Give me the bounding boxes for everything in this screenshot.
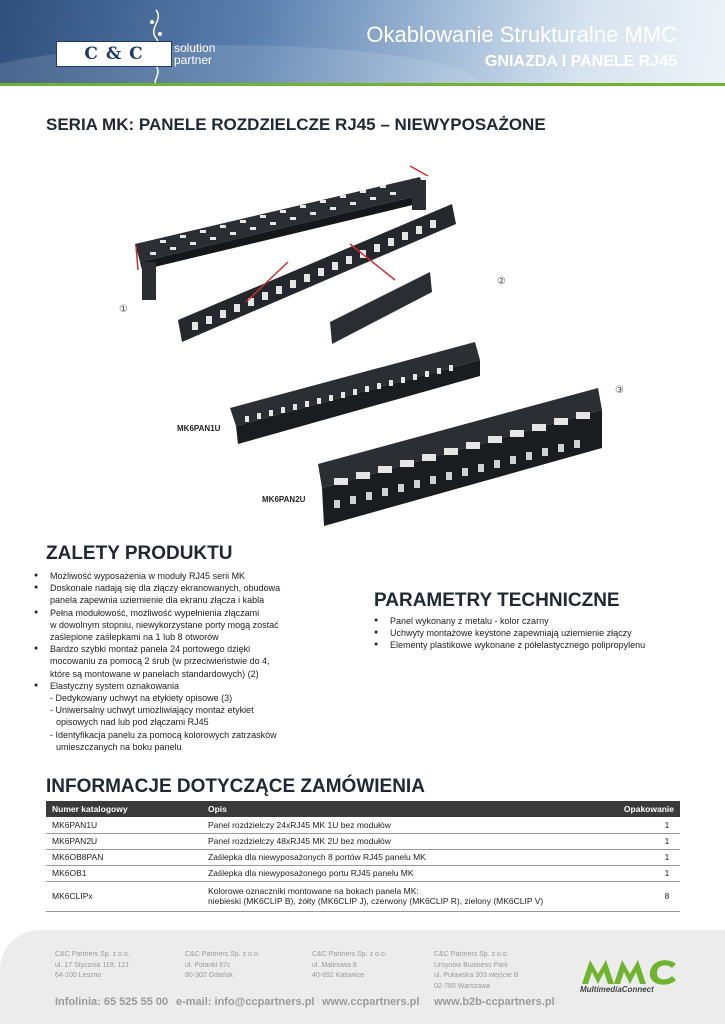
table-row [46, 865, 680, 881]
list-item: ● Uchwyty montażowe keystone zapewniają uziemienie złączy [374, 627, 694, 639]
series-title: SERIA MK: PANELE ROZDZIELCZE RJ45 – NIEWYPOSAŻONE [46, 115, 546, 134]
table-row [46, 817, 680, 833]
header-subtitle: GNIAZDA I PANELE RJ45 [484, 53, 677, 70]
list-item: które są montowane w panelach standardowych) (2) [50, 668, 259, 679]
header-green-line [0, 83, 725, 86]
page-footer [0, 930, 725, 1024]
cell-desc: Zaślepka dla niewyposażonych 8 portów RJ45 panelu MK [202, 849, 590, 865]
cell-desc: Panel rozdzielczy 24xRJ45 MK 1U bez modułów [202, 817, 590, 833]
office-line: ul. 17 Stycznia 119, 121 [55, 961, 130, 969]
cell-code: MK6PAN1U [46, 817, 202, 833]
office-line: ul. Puławska 303 wejście B [434, 972, 519, 979]
page-header [0, 0, 725, 86]
order-title: INFORMACJE DOTYCZĄCE ZAMÓWIENIA [46, 776, 425, 797]
footer-hotline: Infolinia: 65 525 55 00 [55, 996, 169, 1008]
office-gdansk [185, 950, 260, 982]
cell-pack: 1 [590, 865, 680, 881]
office-line: 02-785 Warszawa [434, 982, 491, 990]
office-line: C&C Partners Sp. z o.o. [434, 951, 509, 958]
list-item: ● Elastyczny system oznakowania [34, 680, 334, 692]
list-item: ● Elementy plastikowe wykonane z półelastycznego polipropylenu [374, 639, 694, 651]
mmc-subtitle: MultimediaConnect [580, 985, 654, 994]
table-row [46, 849, 680, 865]
solution-partner-label [174, 42, 215, 66]
list-item: - Uniwersalny uchwyt umożliwiający montaż etykiet [50, 705, 254, 716]
col-pack-header: Opakowanie [590, 801, 680, 817]
caption-mk6pan1u: MK6PAN1U [177, 424, 221, 433]
col-code-header: Numer katalogowy [46, 801, 202, 817]
list-item: ● Panel wykonany z metalu - kolor czarny [374, 615, 694, 627]
header-title: Okablowanie Strukturalne MMC [366, 22, 677, 47]
logo-text: C & C [84, 44, 144, 64]
partner-text: partner [174, 53, 213, 67]
cell-pack: 1 [590, 849, 680, 865]
cell-code: MK6PAN2U [46, 833, 202, 849]
office-line: C&C Partners Sp. z o.o. [312, 951, 387, 958]
cell-pack: 1 [590, 833, 680, 849]
office-leszno [55, 950, 130, 982]
list-item: ● Pełna modułowość, możliwość wypełnienia złączami [34, 607, 334, 619]
marker-1: ① [119, 304, 128, 315]
footer-b2b-link[interactable]: www.b2b-ccpartners.pl [434, 996, 555, 1008]
list-item: ● Bardzo szybki montaż panela 24 portowego dzięki [34, 643, 334, 655]
office-line: C&C Partners Sp. z o.o. [55, 951, 130, 958]
svg-text:MMC: MMC [630, 982, 633, 983]
marker-3: ③ [615, 385, 624, 396]
office-line: Ursynów Business Park [434, 961, 508, 969]
cell-code: MK6OB8PAN [46, 849, 202, 865]
cell-desc: Zaślepka dla niewyposażonego portu RJ45 panelu MK [202, 865, 590, 881]
params-title: PARAMETRY TECHNICZNE [374, 590, 620, 611]
office-katowice [312, 950, 387, 982]
office-line: ul. Malinowa 8 [312, 961, 357, 969]
list-item: umieszczanych na boku panelu [56, 741, 182, 752]
cell-desc-line1: Kolorowe oznaczniki montowane na bokach panela MK: [208, 886, 419, 896]
table-row [46, 833, 680, 849]
solution-text: solution [174, 41, 216, 55]
office-warszawa [434, 950, 518, 992]
office-line: 40-692 Katowice [312, 972, 365, 979]
cell-code: MK6CLIPx [46, 881, 202, 911]
advantages-list [34, 570, 334, 753]
blank-plate-illustration [330, 272, 432, 344]
marker-2: ② [497, 276, 506, 287]
mmc-logo [580, 952, 680, 1002]
list-item: - Dedykowany uchwyt na etykiety opisowe (3) [50, 693, 233, 704]
col-desc-header: Opis [202, 801, 590, 817]
list-item: ● Możliwość wyposażenia w moduły RJ45 serii MK [34, 570, 334, 582]
product-photo [120, 162, 640, 540]
list-item: mocowaniu za pomocą 2 śrub (w przeciwieństwie do 4, [50, 656, 270, 667]
list-item: ● Doskonale nadają się dla złączy ekranowanych, obudowa [34, 582, 334, 594]
office-line: ul. Polanki 67c [185, 961, 231, 969]
list-item: zaślepione zaślepkami na 1 lub 8 otworów [50, 632, 219, 643]
list-item: opisowych nad lub pod złączami RJ45 [56, 717, 209, 728]
footer-website-link[interactable]: www.ccpartners.pl [322, 996, 420, 1008]
list-item: w dowolnym stopniu, niewykorzystane porty mogą zostać [50, 619, 279, 630]
office-line: 80-302 Gdańsk [185, 972, 233, 979]
cell-code: MK6OB1 [46, 865, 202, 881]
table-row [46, 881, 680, 911]
cell-pack: 1 [590, 817, 680, 833]
list-item: panela zapewnia uziemienie dla ekranu złącza i kabla [50, 595, 265, 606]
office-line: C&C Partners Sp. z o.o. [185, 951, 260, 958]
table-header-row [46, 801, 680, 817]
cell-pack: 8 [590, 881, 680, 911]
office-line: 64-100 Leszno [55, 972, 102, 979]
cell-desc: Panel rozdzielczy 48xRJ45 MK 2U bez modułów [202, 833, 590, 849]
advantages-title: ZALETY PRODUKTU [46, 543, 233, 564]
mk6pan1u-illustration [230, 342, 480, 444]
caption-mk6pan2u: MK6PAN2U [262, 495, 306, 504]
cell-desc-line2: niebieski (MK6CLIP B), żółty (MK6CLIP J), czerwony (MK6CLIP R), zielony (MK6CLIP V) [208, 896, 544, 906]
order-table [46, 801, 680, 912]
list-item: - Identyfikacja panelu za pomocą kolorowych zatrzasków [50, 729, 277, 740]
cell-desc [202, 881, 590, 911]
footer-email[interactable]: e-mail: info@ccpartners.pl [176, 996, 315, 1008]
params-list [374, 615, 694, 652]
cc-logo [56, 41, 172, 67]
